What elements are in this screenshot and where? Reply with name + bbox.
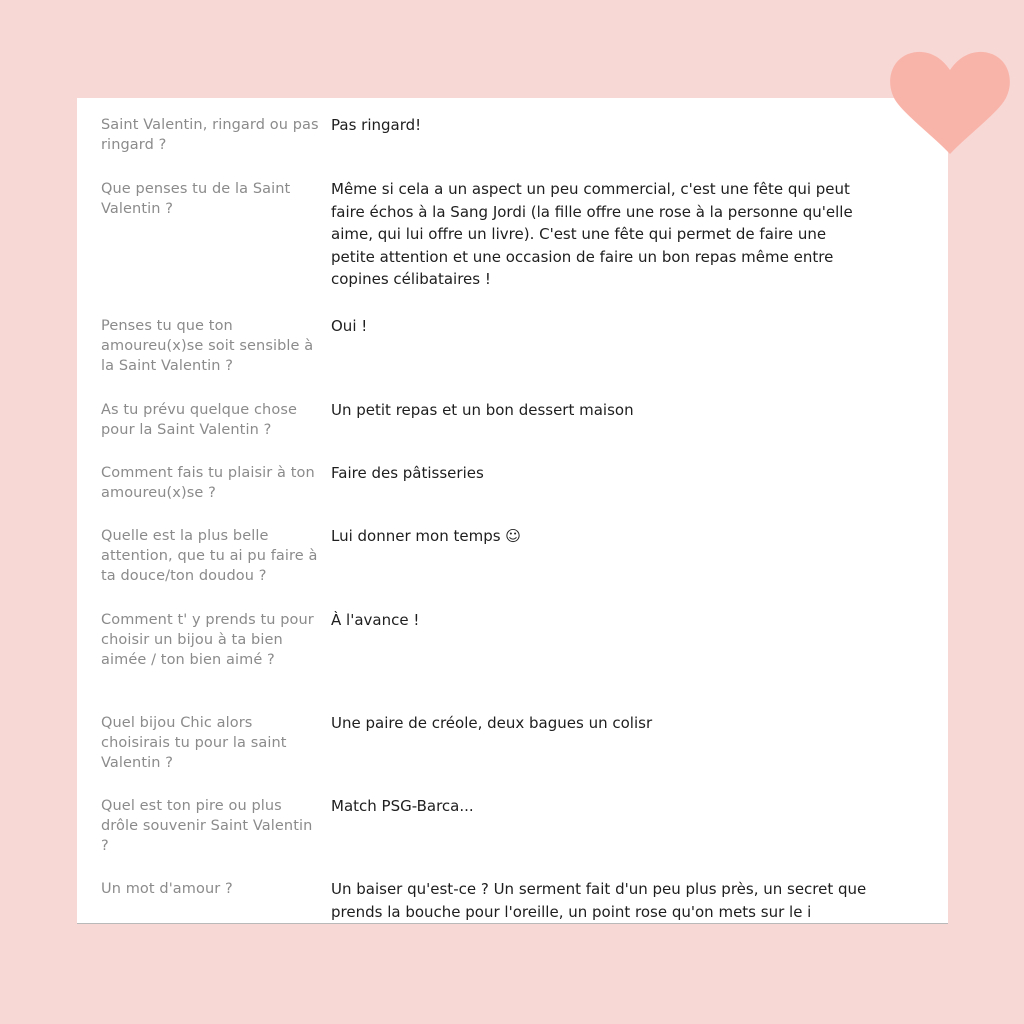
question-text: As tu prévu quelque chose pour la Saint Valentin ?: [101, 402, 297, 438]
answer-text: Oui !: [331, 317, 368, 335]
question-text: Comment fais tu plaisir à ton amoureu(x)se ?: [101, 465, 315, 501]
answer-text: Un petit repas et un bon dessert maison: [331, 401, 634, 419]
qa-row: [101, 610, 901, 713]
question-text: Saint Valentin, ringard ou pas ringard ?: [101, 117, 319, 153]
heart-icon: [888, 46, 1012, 158]
qa-row: [101, 796, 901, 879]
answer-text: Faire des pâtisseries: [331, 464, 484, 482]
answer-text: Lui donner mon temps ☺: [331, 527, 521, 545]
interview-card: [77, 98, 948, 924]
qa-row: [101, 526, 901, 610]
answer-text: Même si cela a un aspect un peu commercial, c'est une fête qui peut faire échos à la Sang Jordi (la fille offre une rose à la personne qu'elle aime, qui lui offre un livre). C'est une fête qui permet de faire une petite attention et une occasion de faire un bon repas même entre copines célibataires !: [331, 180, 853, 288]
question-text: Quelle est la plus belle attention, que tu ai pu faire à ta douce/ton doudou ?: [101, 528, 318, 584]
qa-row: [101, 400, 901, 463]
answer-text: Une paire de créole, deux bagues un colisr: [331, 714, 653, 732]
answer-text: Match PSG-Barca...: [331, 797, 474, 815]
qa-row: [101, 179, 901, 316]
qa-row: [101, 713, 901, 796]
qa-row: [101, 463, 901, 526]
qa-row: [101, 115, 901, 179]
answer-text: Pas ringard!: [331, 116, 422, 134]
question-text: Quel est ton pire ou plus drôle souvenir Saint Valentin ?: [101, 798, 313, 854]
question-text: Un mot d'amour ?: [101, 881, 233, 897]
heart-shape: [890, 52, 1010, 154]
qa-row: [101, 879, 901, 923]
qa-list: [101, 115, 901, 923]
qa-row: [101, 316, 901, 400]
question-text: Que penses tu de la Saint Valentin ?: [101, 181, 291, 217]
question-text: Comment t' y prends tu pour choisir un bijou à ta bien aimée / ton bien aimé ?: [101, 612, 314, 668]
question-text: Penses tu que ton amoureu(x)se soit sensible à la Saint Valentin ?: [101, 318, 314, 374]
answer-text: À l'avance !: [331, 611, 420, 629]
question-text: Quel bijou Chic alors choisirais tu pour la saint Valentin ?: [101, 715, 287, 771]
answer-text: Un baiser qu'est-ce ? Un serment fait d'un peu plus près, un secret que prends la bouche pour l'oreille, un point rose qu'on mets sur le i: [331, 880, 867, 921]
